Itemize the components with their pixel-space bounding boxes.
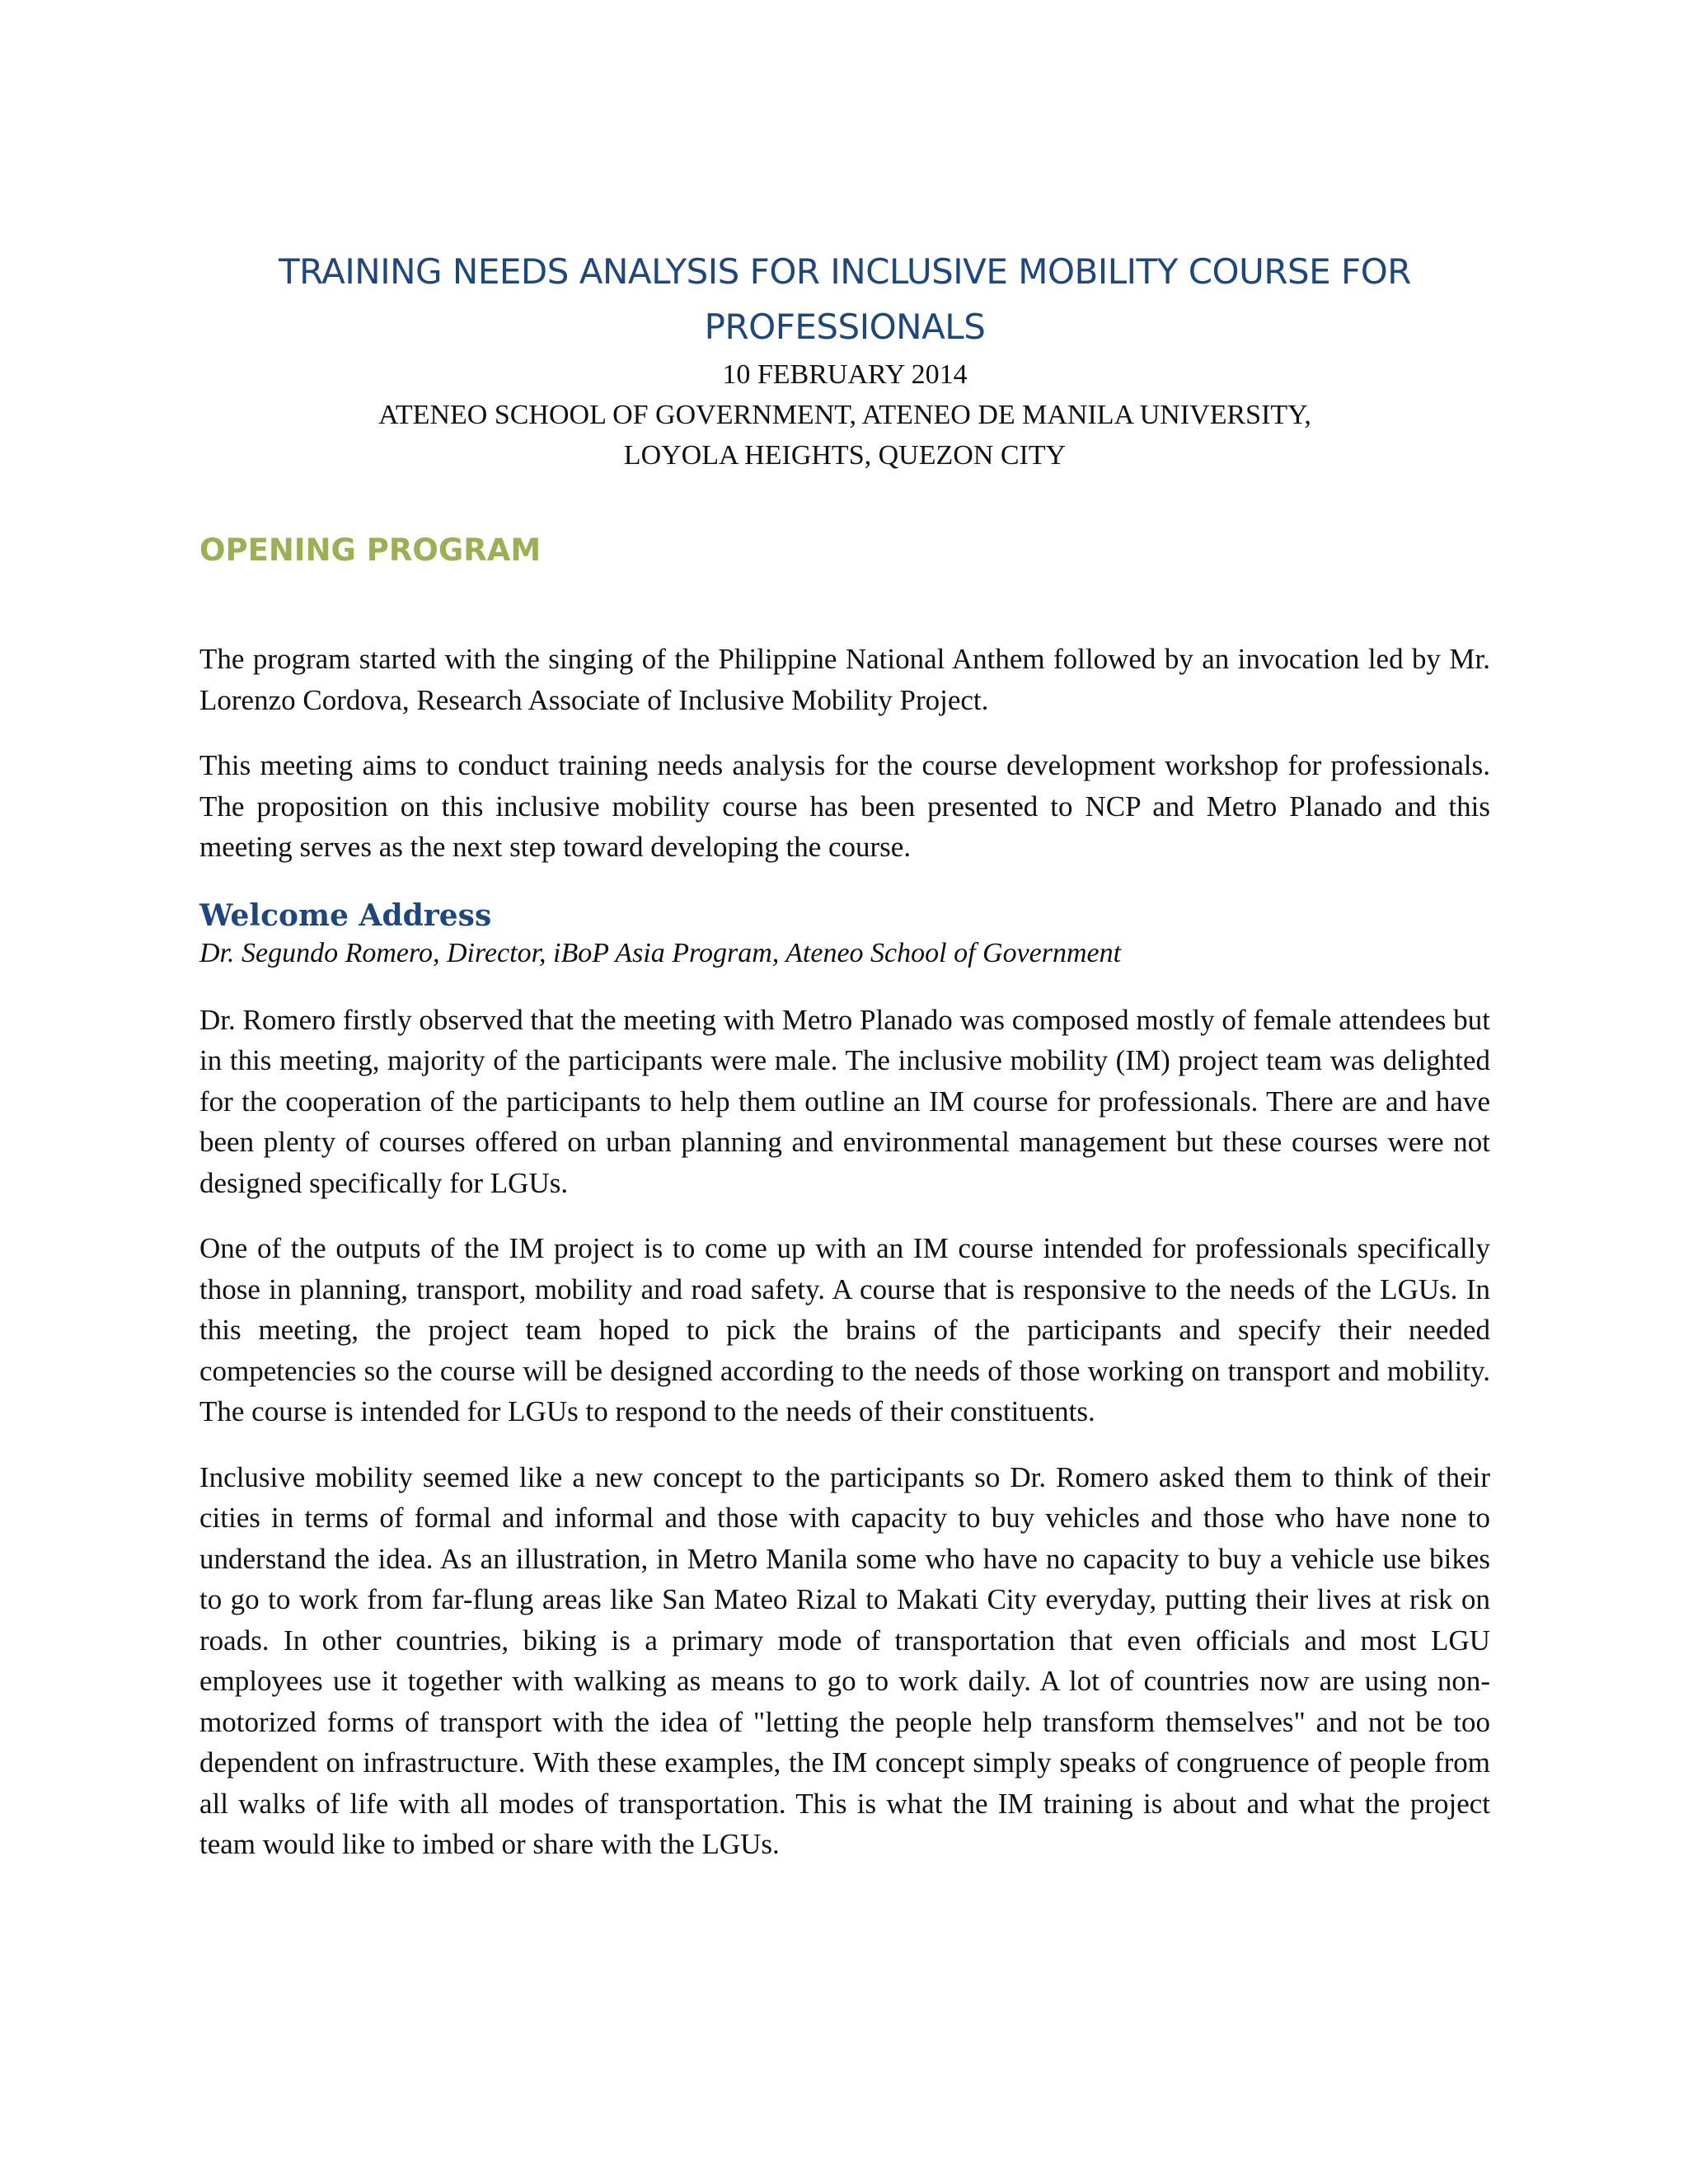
opening-program-paragraph: The program started with the singing of the Philippine National Anthem followed by an invocation led by Mr. Lorenzo Cordova, Research Associate of Inclusive Mobility Project. <box>199 643 1490 716</box>
document-venue-line-2: LOYOLA HEIGHTS, QUEZON CITY <box>623 440 1067 471</box>
welcome-address-speaker: Dr. Segundo Romero, Director, iBoP Asia Program, Ateneo School of Government <box>199 937 1122 968</box>
welcome-address-paragraph: Inclusive mobility seemed like a new concept to the participants so Dr. Romero asked them to think of their cities in terms of formal and informal and those with capacity to buy vehicles and those who have none to understand the idea. As an illustration, in Metro Manila some who have no capacity to buy a vehicle use bikes to go to work from far-flung areas like San Mateo Rizal to Makati City everyday, putting their lives at risk on roads. In other countries, biking is a primary mode of transportation that even officials and most LGU employees use it together with walking as means to go to work daily. A lot of countries now are using non-motorized forms of transport with the idea of "letting the people help transform themselves" and not be too dependent on infrastructure. With these examples, the IM concept simply speaks of congruence of people from all walks of life with all modes of transportation. This is what the IM training is about and what the project team would like to imbed or share with the LGUs. <box>199 1460 1490 1860</box>
document-date: 10 FEBRUARY 2014 <box>722 359 968 390</box>
opening-program-paragraph: This meeting aims to conduct training needs analysis for the course development workshop for professionals. The proposition on this inclusive mobility course has been presented to NCP and Metro Planado and this meeting serves as the next step toward developing the course. <box>199 749 1490 863</box>
welcome-address-paragraph: One of the outputs of the IM project is to come up with an IM course intended for professionals specifically those in planning, transport, mobility and road safety. A course that is responsive to the needs of the LGUs. In this meeting, the project team hoped to pick the brains of the participants and specify their needed competencies so the course will be designed according to the needs of those working on transport and mobility. The course is intended for LGUs to respond to the needs of their constituents. <box>199 1232 1490 1427</box>
document-title: TRAINING NEEDS ANALYSIS FOR INCLUSIVE MOBILITY COURSE FOR PROFESSIONALS <box>279 251 1411 347</box>
opening-program-heading: OPENING PROGRAM <box>199 532 542 568</box>
document-venue-line-1: ATENEO SCHOOL OF GOVERNMENT, ATENEO DE MANILA UNIVERSITY, <box>378 400 1311 430</box>
welcome-address-heading: Welcome Address <box>199 898 492 933</box>
welcome-address-paragraph: Dr. Romero firstly observed that the meeting with Metro Planado was composed mostly of female attendees but in this meeting, majority of the participants were male. The inclusive mobility (IM) project team was delighted for the cooperation of the participants to help them outline an IM course for professionals. There are and have been plenty of courses offered on urban planning and environmental management but these courses were not designed specifically for LGUs. <box>199 1003 1490 1199</box>
page-content <box>199 244 1490 1865</box>
